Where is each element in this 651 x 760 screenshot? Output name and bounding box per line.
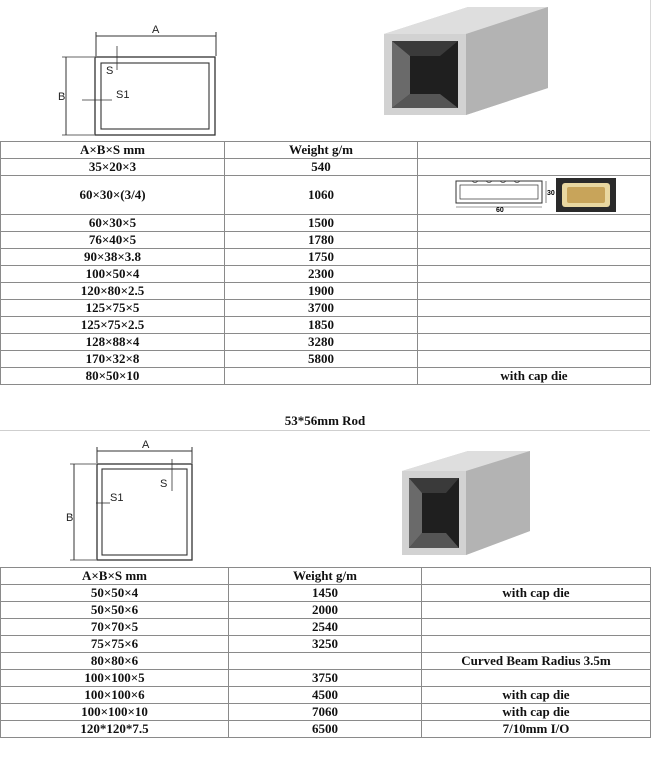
- cell-weight: 4500: [229, 687, 422, 704]
- header-notes: [422, 568, 651, 585]
- cell-dimensions: 80×50×10: [1, 368, 225, 385]
- table-row: [1, 176, 651, 215]
- cell-dimensions: 125×75×5: [1, 300, 225, 317]
- table-row: [1, 636, 651, 653]
- table-row: [1, 585, 651, 602]
- cell-weight: 2300: [225, 266, 418, 283]
- table-row: [1, 704, 651, 721]
- dim-b-label: B: [66, 512, 74, 524]
- dim-b-label: B: [58, 91, 66, 103]
- cell-weight: 1450: [229, 585, 422, 602]
- cell-weight: 2540: [229, 619, 422, 636]
- table-row: [1, 619, 651, 636]
- table-row: [1, 653, 651, 670]
- header-notes: [418, 142, 651, 159]
- table-row: [1, 317, 651, 334]
- cell-dimensions: 100×100×5: [1, 670, 229, 687]
- cell-weight: 3700: [225, 300, 418, 317]
- cell-dimensions: 70×70×5: [1, 619, 229, 636]
- cell-dimensions: 170×32×8: [1, 351, 225, 368]
- square-tube-render: [402, 451, 530, 555]
- cell-weight: 1750: [225, 249, 418, 266]
- cell-notes: [418, 317, 651, 334]
- dim-s-label: S: [106, 65, 114, 77]
- cell-weight: 1500: [225, 215, 418, 232]
- cell-dimensions: 50×50×4: [1, 585, 229, 602]
- cell-notes: 7/10mm I/O: [422, 721, 651, 738]
- cell-notes: [418, 232, 651, 249]
- cell-weight: 1900: [225, 283, 418, 300]
- cell-dimensions: 100×50×4: [1, 266, 225, 283]
- table-row: [1, 721, 651, 738]
- cell-dimensions: 60×30×(3/4): [1, 176, 225, 215]
- header-weight: Weight g/m: [225, 142, 418, 159]
- square-tube-table: [0, 567, 651, 738]
- cell-notes: [418, 283, 651, 300]
- cell-dimensions: 100×100×10: [1, 704, 229, 721]
- table-row: [1, 687, 651, 704]
- dim-a-label: A: [142, 439, 150, 451]
- dim-s1-label: S1: [116, 89, 130, 101]
- cell-notes: with cap die: [418, 368, 651, 385]
- cell-notes: [418, 215, 651, 232]
- rect-tube-render: [384, 7, 548, 115]
- rect-tube-drawing: [0, 0, 650, 141]
- cell-dimensions: 35×20×3: [1, 159, 225, 176]
- drawing-height-label: 30: [547, 190, 556, 197]
- cell-notes: [418, 351, 651, 368]
- cell-weight: 3250: [229, 636, 422, 653]
- table-row: [1, 232, 651, 249]
- cell-weight: 1780: [225, 232, 418, 249]
- table-row: [1, 283, 651, 300]
- header-dimensions: A×B×S mm: [1, 568, 229, 585]
- cell-weight: 1850: [225, 317, 418, 334]
- cell-notes: [418, 249, 651, 266]
- table-row: [1, 249, 651, 266]
- dim-s1-label: S1: [110, 492, 124, 504]
- table-row: [1, 334, 651, 351]
- cell-weight: 3750: [229, 670, 422, 687]
- cell-weight: [229, 653, 422, 670]
- rod-note: 53*56mm Rod: [284, 413, 366, 428]
- cell-dimensions: 120*120*7.5: [1, 721, 229, 738]
- cell-weight: [225, 368, 418, 385]
- cell-notes: with cap die: [422, 687, 651, 704]
- cell-notes: [418, 159, 651, 176]
- cell-dimensions: 100×100×6: [1, 687, 229, 704]
- cell-notes: [422, 619, 651, 636]
- table-row: [1, 300, 651, 317]
- cell-notes: [422, 636, 651, 653]
- cell-notes: [418, 300, 651, 317]
- square-tube-drawing: [0, 431, 650, 568]
- rect-tube-table: [0, 141, 651, 385]
- cell-dimensions: 128×88×4: [1, 334, 225, 351]
- cell-notes: with cap die: [422, 704, 651, 721]
- cell-weight: 540: [225, 159, 418, 176]
- cell-notes-drawings: [418, 176, 651, 215]
- table-row: [1, 266, 651, 283]
- rect-tube-figure: [0, 0, 651, 141]
- table-header: [1, 142, 651, 159]
- cell-dimensions: 75×75×6: [1, 636, 229, 653]
- cell-notes: [418, 266, 651, 283]
- dim-s-label: S: [160, 478, 168, 490]
- cell-notes: with cap die: [422, 585, 651, 602]
- table-row: [1, 602, 651, 619]
- cell-notes: [418, 334, 651, 351]
- cell-weight: 7060: [229, 704, 422, 721]
- dim-a-label: A: [152, 24, 160, 36]
- cell-weight: 2000: [229, 602, 422, 619]
- table-row: [1, 351, 651, 368]
- table-row: [1, 215, 651, 232]
- square-cross-section: [66, 439, 192, 560]
- table-row: [1, 368, 651, 385]
- cell-dimensions: 50×50×6: [1, 602, 229, 619]
- table-row: [1, 159, 651, 176]
- cell-weight: 3280: [225, 334, 418, 351]
- header-weight: Weight g/m: [229, 568, 422, 585]
- cell-weight: 5800: [225, 351, 418, 368]
- square-tube-figure: [0, 430, 650, 568]
- cell-dimensions: 76×40×5: [1, 232, 225, 249]
- cell-dimensions: 90×38×3.8: [1, 249, 225, 266]
- cell-weight: 6500: [229, 721, 422, 738]
- cell-notes: [422, 670, 651, 687]
- cell-dimensions: 125×75×2.5: [1, 317, 225, 334]
- table-header: [1, 568, 651, 585]
- rect-cross-section: [58, 24, 216, 135]
- cell-notes: [422, 602, 651, 619]
- cell-dimensions: 60×30×5: [1, 215, 225, 232]
- cell-weight: 1060: [225, 176, 418, 215]
- profile-60x30-drawing: [452, 178, 556, 214]
- profile-photo: [556, 178, 616, 212]
- drawing-width-label: 60: [496, 207, 505, 214]
- header-dimensions: A×B×S mm: [1, 142, 225, 159]
- cell-notes: Curved Beam Radius 3.5m: [422, 653, 651, 670]
- table-row: [1, 670, 651, 687]
- cell-dimensions: 80×80×6: [1, 653, 229, 670]
- cell-dimensions: 120×80×2.5: [1, 283, 225, 300]
